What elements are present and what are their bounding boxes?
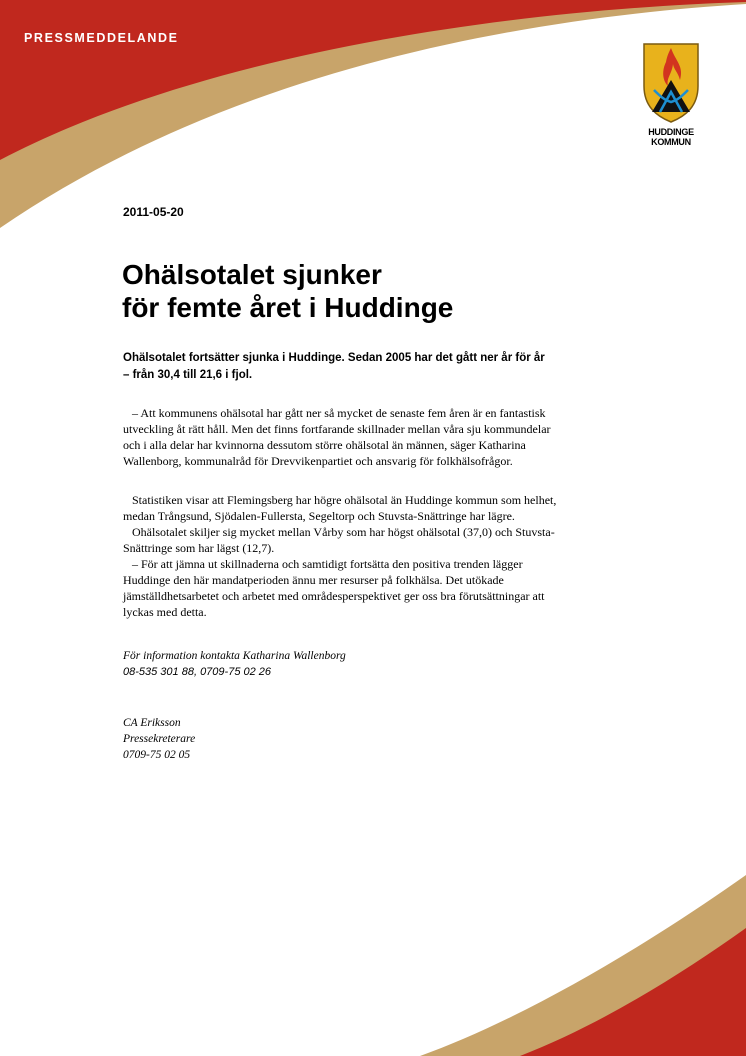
title-line: Ohälsotalet sjunker: [122, 259, 382, 290]
body-line: Wallenborg, kommunalråd för Drevvikenpartiet och ansvarig för folkhälsofrågor.: [123, 454, 513, 468]
body-line: Snättringe som har lägst (12,7).: [123, 541, 275, 555]
body-line: Ohälsotalet skiljer sig mycket mellan Vårby som har högst ohälsotal (37,0) och Stuvsta-: [123, 525, 555, 539]
info-contact-phone: 08-535 301 88, 0709-75 02 26: [123, 666, 272, 678]
press-contact: [123, 715, 195, 763]
press-contact-phone: 0709-75 02 05: [123, 749, 191, 761]
body-line: – För att jämna ut skillnaderna och samtidigt fortsätta den positiva trenden lägger: [123, 557, 523, 571]
lead-line: – från 30,4 till 21,6 i fjol.: [123, 369, 253, 381]
huddinge-coat-of-arms-icon: [636, 40, 706, 124]
press-contact-name: CA Eriksson: [123, 717, 181, 729]
header-label: PRESSMEDDELANDE: [24, 31, 179, 45]
body-line: jämställdhetsarbetet och arbetet med områdesperspektivet ger oss bra förutsättningar att: [123, 589, 545, 603]
logo-text-kommun: KOMMUN: [651, 137, 691, 147]
body-line: – Att kommunens ohälsotal har gått ner så mycket de senaste fem åren är en fantastisk: [123, 406, 546, 420]
title-line: för femte året i Huddinge: [122, 292, 454, 323]
info-contact-line: För information kontakta Katharina Wallenborg: [123, 650, 346, 662]
body-line: lyckas med detta.: [123, 605, 207, 619]
body-line: och i alla delar har kvinnorna dessutom större ohälsotal än männen, säger Katharina: [123, 438, 526, 452]
press-contact-role: Pressekreterare: [123, 733, 196, 745]
body-line: medan Trångsund, Sjödalen-Fullersta, Segeltorp och Stuvsta-Snättringe har lägre.: [123, 509, 515, 523]
body-paragraph-quote: [123, 405, 593, 469]
lead-line: Ohälsotalet fortsätter sjunka i Huddinge. Sedan 2005 har det gått ner år för år: [123, 352, 545, 364]
body-line: utveckling åt rätt håll. Men det finns fortfarande skillnader mellan våra sju kommundelar: [123, 422, 551, 436]
info-contact: [123, 648, 346, 680]
body-line: Huddinge den här mandatperioden ännu mer resurser på folkhälsa. Det utökade: [123, 573, 504, 587]
page-title: [122, 258, 453, 324]
logo-text-huddinge: HUDDINGE: [648, 127, 694, 137]
body-paragraph-statistics: [123, 492, 593, 620]
release-date: 2011-05-20: [123, 205, 184, 219]
body-line: Statistiken visar att Flemingsberg har högre ohälsotal än Huddinge kommun som helhet,: [123, 493, 557, 507]
lead-paragraph: [123, 350, 603, 384]
